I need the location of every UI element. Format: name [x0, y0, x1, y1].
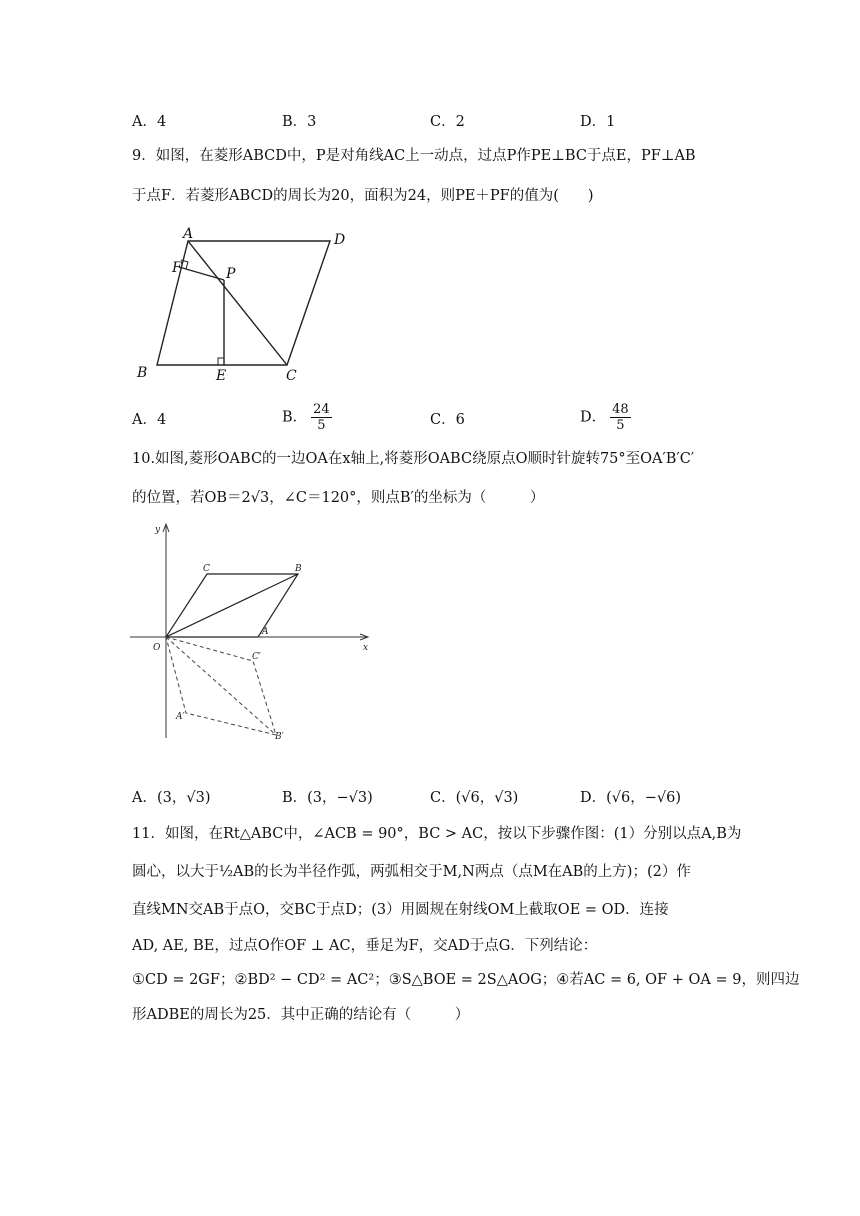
q10-options — [132, 786, 752, 810]
q10-label-b: B — [295, 564, 302, 574]
q8-option-d: D．1 — [580, 114, 616, 130]
q11-line-4: AD, AE, BE，过点O作OF ⊥ AC，垂足为F，交AD于点G．下列结论： — [132, 938, 598, 954]
q10-option-c: C．(√6，√3) — [430, 790, 519, 806]
q9-option-d-fraction — [610, 402, 631, 433]
q9-option-b-denominator: 5 — [317, 418, 326, 433]
q10-label-y: y — [155, 525, 161, 535]
q10-rotation-figure — [128, 520, 378, 745]
q9-option-d-denominator: 5 — [616, 418, 625, 433]
q9-label-d: D — [334, 232, 346, 248]
q8-option-c: C．2 — [430, 114, 465, 130]
q9-rhombus — [157, 241, 330, 365]
q10-option-a: A．(3，√3) — [132, 790, 211, 806]
q9-label-b: B — [137, 365, 148, 381]
q9-option-c: C．6 — [430, 412, 465, 428]
q10-line-1: 10.如图,菱形OABC的一边OA在x轴上,将菱形OABC绕原点O顺时针旋转75°至OA′B′C′ — [132, 451, 695, 467]
q10-label-x: x — [363, 643, 369, 653]
q9-option-d-prefix: D． — [580, 409, 607, 426]
q9-label-a: A — [183, 226, 194, 242]
q8-option-b: B．3 — [282, 114, 317, 130]
q11-line-5: ①CD = 2GF；②BD² − CD² = AC²；③S△BOE = 2S△AOG；④若AC = 6, OF + OA = 9，则四边 — [132, 972, 800, 988]
q9-option-d-numerator: 48 — [612, 402, 629, 417]
q9-option-b — [282, 402, 332, 433]
q9-option-b-fraction — [311, 402, 332, 433]
q9-option-d — [580, 402, 631, 433]
q9-option-a: A．4 — [132, 412, 167, 428]
q9-label-e: E — [216, 368, 227, 384]
q10-line-2: 的位置，若OB＝2√3，∠C＝120°，则点B′的坐标为（ ） — [132, 490, 545, 506]
q9-option-b-prefix: B． — [282, 409, 308, 426]
q9-segment-pf — [179, 267, 224, 280]
q9-label-f: F — [172, 260, 182, 276]
q10-label-o: O — [153, 643, 161, 653]
q11-line-6: 形ADBE的周长为25．其中正确的结论有（ ） — [132, 1007, 470, 1023]
q9-right-angle-e — [218, 358, 224, 365]
q9-rhombus-figure — [130, 222, 360, 387]
q10-label-c-prime: C′ — [252, 652, 261, 662]
q10-option-d: D．(√6，−√6) — [580, 790, 682, 806]
q9-label-c: C — [286, 368, 297, 384]
q9-options — [132, 402, 752, 440]
q10-label-a-prime: A′ — [176, 712, 185, 722]
q10-label-b-prime: B′ — [275, 732, 284, 742]
q8-option-a: A．4 — [132, 114, 167, 130]
q8-options — [132, 110, 752, 134]
q9-option-b-numerator: 24 — [313, 402, 330, 417]
q9-line-1: 9．如图，在菱形ABCD中，P是对角线AC上一动点，过点P作PE⊥BC于点E，PF⊥AB — [132, 148, 696, 164]
q11-line-2: 圆心，以大于½AB的长为半径作弧，两弧相交于M,N两点（点M在AB的上方)；(2）作 — [132, 864, 691, 880]
q10-option-b: B．(3，−√3) — [282, 790, 373, 806]
q11-line-3: 直线MN交AB于点O，交BC于点D；(3）用圆规在射线OM上截取OE = OD．连接 — [132, 902, 669, 918]
q10-label-a: A — [262, 627, 269, 637]
q9-diagonal-ac — [188, 241, 287, 365]
q9-line-2: 于点F．若菱形ABCD的周长为20，面积为24，则PE＋PF的值为( ) — [132, 188, 594, 204]
q9-label-p: P — [226, 266, 236, 282]
q10-label-c: C — [203, 564, 210, 574]
q11-line-1: 11．如图，在Rt△ABC中，∠ACB = 90°，BC > AC，按以下步骤作图：(1）分别以点A,B为 — [132, 826, 742, 842]
